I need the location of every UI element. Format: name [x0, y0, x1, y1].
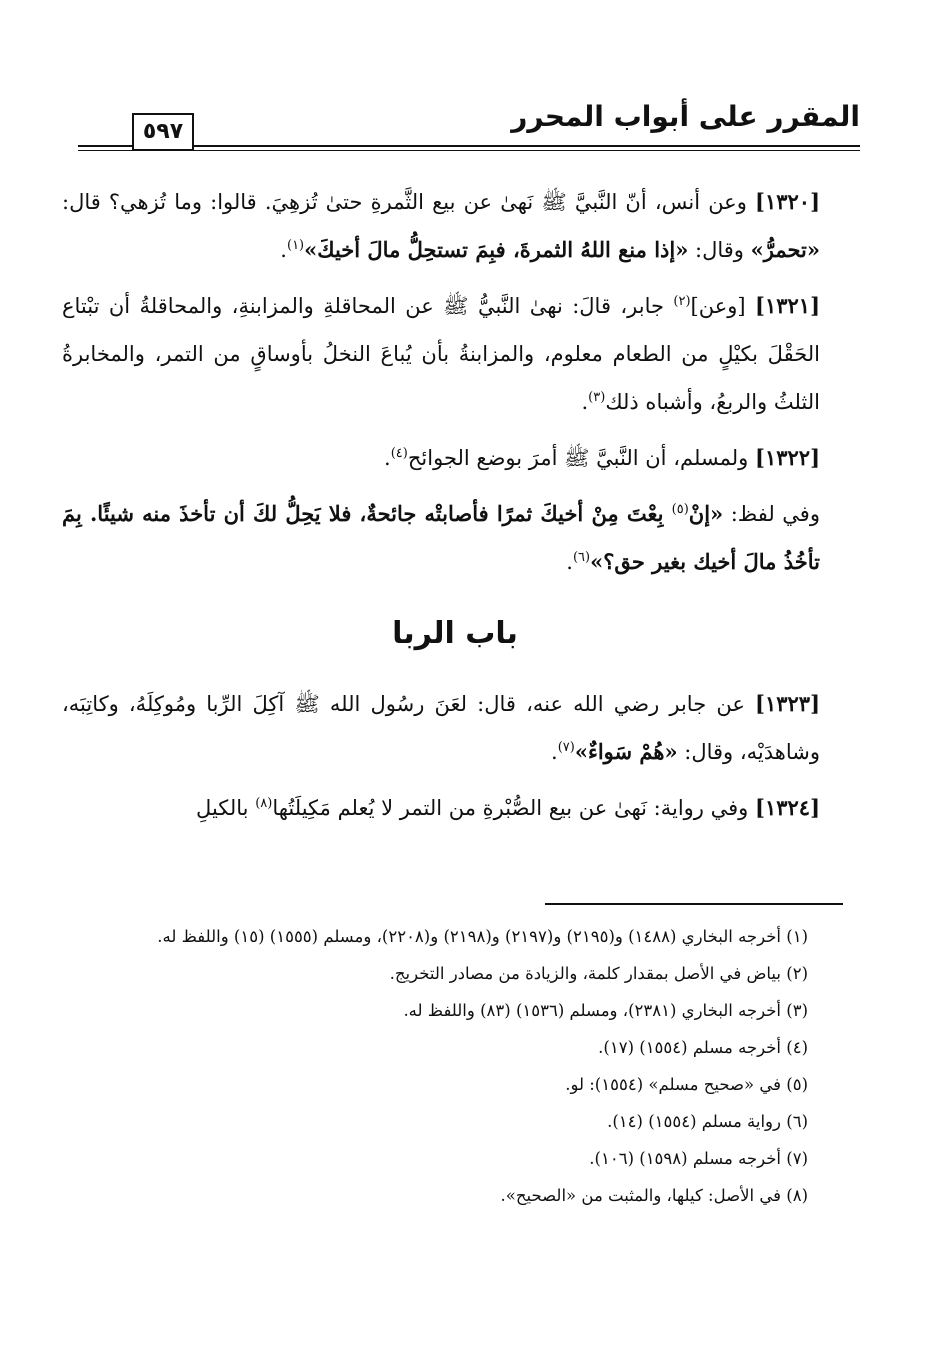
footnote-separator — [545, 903, 843, 905]
hadith-number: [١٣٢٢] — [755, 445, 820, 470]
paragraph-1320 — [62, 178, 848, 274]
footnote-ref: (٥) — [671, 502, 689, 517]
paragraph-text: [وعن] — [690, 294, 756, 318]
quote-text: «إنْ — [688, 501, 724, 526]
footnote-1: (١) أخرجه البخاري (١٤٨٨) و(٢١٩٥) و(٢١٩٧) و(٢١٩٨) و(٢٢٠٨)، ومسلم (١٥٥٥) (١٥) واللفظ له. — [157, 927, 808, 946]
footnote-ref: (٧) — [557, 740, 575, 755]
footnote-3: (٣) أخرجه البخاري (٢٣٨١)، ومسلم (١٥٣٦) (٨٣) واللفظ له. — [403, 1001, 808, 1020]
chapter-heading: باب الربا — [392, 616, 518, 651]
hadith-number: [١٣٢٤] — [755, 795, 820, 820]
paragraph-end: بالكيلِ — [196, 796, 256, 820]
footnotes — [70, 918, 848, 1214]
hadith-number: [١٣٢٠] — [755, 189, 820, 214]
paragraph-text: وفي رواية: نَهىٰ عن بيع الصُّبْرةِ من التمر لا يُعلم مَكِيلَتُها — [272, 796, 755, 820]
paragraph-end: . — [581, 390, 589, 414]
hadith-number: [١٣٢٣] — [755, 691, 820, 716]
footnote-8: (٨) في الأصل: كيلها، والمثبت من «الصحيح». — [500, 1186, 808, 1205]
page-number: ٥٩٧ — [132, 113, 194, 151]
footnote-7: (٧) أخرجه مسلم (١٥٩٨) (١٠٦). — [589, 1149, 808, 1168]
quote-text: بِعْتَ مِنْ أخيكَ ثمرًا فأصابتْه جائحةٌ، فلا يَحِلُّ لكَ أن تأخذَ منه شيئًا. بِمَ تأخُذُ مالَ أخيك بغير حق؟» — [62, 501, 820, 574]
running-title: المقرر على أبواب المحرر — [511, 100, 860, 133]
paragraph-1321 — [62, 282, 848, 426]
header-rule — [78, 145, 860, 151]
paragraph-end: . — [280, 238, 287, 262]
paragraph-text: عن جابر رضي الله عنه، قال: لعَنَ رسُول الله ﷺ آكِلَ الرِّبا ومُوكِلَهُ، وكاتِبَه، وشاهدَيْه، وقال: — [62, 692, 820, 764]
footnote-2: (٢) بياض في الأصل بمقدار كلمة، والزيادة من مصادر التخريج. — [389, 964, 808, 983]
quote-text: «إذا منع اللهُ الثمرةَ، فبِمَ تستحِلُّ مالَ أخيكَ» — [304, 237, 689, 262]
paragraph-text: وفي لفظ: — [723, 502, 820, 526]
footnote-4: (٤) أخرجه مسلم (١٥٥٤) (١٧). — [598, 1038, 808, 1057]
paragraph-1322 — [62, 434, 848, 482]
paragraph-text: ولمسلم، أن النَّبيَّ ﷺ أمرَ بوضع الجوائح — [407, 446, 755, 470]
footnote-ref: (٨) — [255, 796, 273, 811]
paragraph-1323 — [62, 680, 848, 776]
paragraph-text: وقال: — [688, 238, 751, 262]
paragraph-text: وعن أنس، أنّ النَّبيَّ ﷺ نَهىٰ عن بيع الثَّمرةِ حتىٰ تُزهِيَ. قالوا: وما تُزهي؟ قال: — [62, 190, 755, 214]
footnote-ref: (١) — [286, 238, 305, 253]
footnote-6: (٦) رواية مسلم (١٥٥٤) (١٤). — [607, 1112, 808, 1131]
footnote-ref: (٦) — [572, 550, 591, 565]
footnote-ref: (٢) — [673, 294, 691, 309]
paragraph-text: جابر، قالَ: نهىٰ النَّبيُّ ﷺ عن المحاقلةِ والمزابنةِ، والمحاقلةُ أن تبْتاع الحَقْلَ بكيْلٍ من الطعام معلوم، والمزابنةُ بأن يُباعَ النخلُ بأوساقٍ من التمر، والمخابرةُ الثلثُ والربعُ، وأشباه ذلك — [62, 294, 820, 414]
paragraph-wording — [62, 490, 848, 586]
page-header — [78, 95, 860, 157]
quote-text: «هُمْ سَواءٌ» — [574, 739, 678, 764]
footnote-5: (٥) في «صحيح مسلم» (١٥٥٤): لو. — [565, 1075, 808, 1094]
footnote-ref: (٣) — [588, 390, 606, 405]
main-text — [62, 178, 848, 840]
footnote-ref: (٤) — [390, 446, 408, 461]
paragraph-1324 — [62, 784, 848, 832]
quote-text: «تحمرُّ» — [750, 237, 820, 262]
paragraph-end: . — [551, 740, 558, 764]
hadith-number: [١٣٢١] — [755, 293, 821, 318]
paragraph-end: . — [566, 550, 573, 574]
paragraph-end: . — [384, 446, 391, 470]
